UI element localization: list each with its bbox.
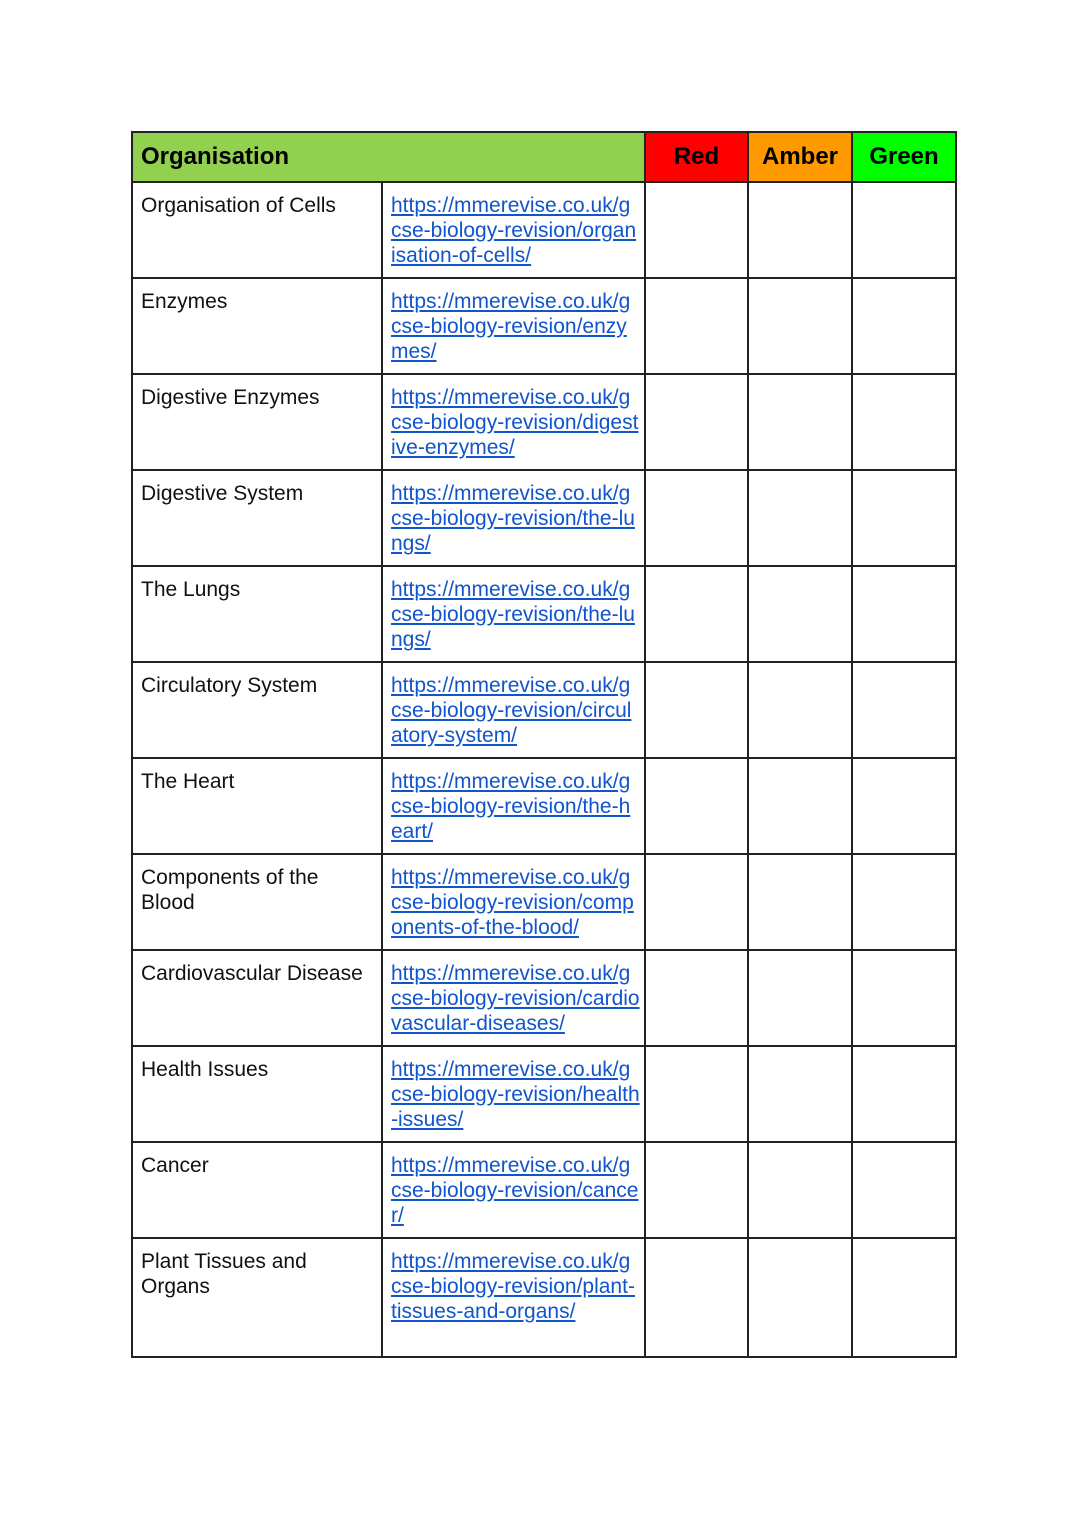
green-cell[interactable]: [852, 374, 956, 470]
green-cell[interactable]: [852, 758, 956, 854]
topic-cell: [132, 470, 382, 566]
red-cell[interactable]: [645, 278, 748, 374]
topic-cell: [132, 182, 382, 278]
table-row: [132, 374, 956, 470]
revision-link[interactable]: https://mmerevise.co.uk/gcse-biology-revision/circulatory-system/: [391, 674, 632, 747]
topic-cell: [132, 1142, 382, 1238]
revision-link[interactable]: https://mmerevise.co.uk/gcse-biology-revision/cardiovascular-diseases/: [391, 962, 640, 1035]
revision-link[interactable]: https://mmerevise.co.uk/gcse-biology-revision/components-of-the-blood/: [391, 866, 634, 939]
green-cell[interactable]: [852, 182, 956, 278]
section-title: Organisation: [132, 132, 645, 182]
table-row: [132, 1046, 956, 1142]
table-row: [132, 470, 956, 566]
topic-cell: [132, 1238, 382, 1357]
revision-link[interactable]: https://mmerevise.co.uk/gcse-biology-revision/organisation-of-cells/: [391, 194, 637, 267]
amber-cell[interactable]: [748, 1238, 852, 1357]
table-row: [132, 1238, 956, 1357]
red-cell[interactable]: [645, 758, 748, 854]
topic-cell: [132, 758, 382, 854]
topic-label: Components of the Blood: [141, 866, 319, 914]
red-cell[interactable]: [645, 854, 748, 950]
red-cell[interactable]: [645, 374, 748, 470]
green-cell[interactable]: [852, 854, 956, 950]
topic-label: Digestive Enzymes: [141, 386, 320, 409]
link-cell: [382, 566, 645, 662]
header-row: [132, 132, 956, 182]
amber-column-header: Amber: [748, 132, 852, 182]
red-cell[interactable]: [645, 182, 748, 278]
topic-label: Digestive System: [141, 482, 304, 505]
table-row: [132, 950, 956, 1046]
topic-cell: [132, 374, 382, 470]
topic-label: Organisation of Cells: [141, 194, 336, 217]
rag-tracker-table: [131, 131, 957, 1358]
link-cell: [382, 758, 645, 854]
red-cell[interactable]: [645, 950, 748, 1046]
green-cell[interactable]: [852, 278, 956, 374]
link-cell: [382, 278, 645, 374]
green-column-header: Green: [852, 132, 956, 182]
topic-cell: [132, 1046, 382, 1142]
green-cell[interactable]: [852, 1046, 956, 1142]
amber-cell[interactable]: [748, 950, 852, 1046]
amber-cell[interactable]: [748, 854, 852, 950]
amber-cell[interactable]: [748, 278, 852, 374]
revision-link[interactable]: https://mmerevise.co.uk/gcse-biology-revision/the-lungs/: [391, 482, 635, 555]
topic-label: The Heart: [141, 770, 235, 793]
revision-link[interactable]: https://mmerevise.co.uk/gcse-biology-revision/digestive-enzymes/: [391, 386, 639, 459]
red-cell[interactable]: [645, 566, 748, 662]
topic-label: The Lungs: [141, 578, 241, 601]
amber-cell[interactable]: [748, 566, 852, 662]
red-cell[interactable]: [645, 1238, 748, 1357]
table-row: [132, 182, 956, 278]
amber-cell[interactable]: [748, 662, 852, 758]
green-cell[interactable]: [852, 950, 956, 1046]
topic-cell: [132, 854, 382, 950]
link-cell: [382, 1238, 645, 1357]
red-cell[interactable]: [645, 662, 748, 758]
link-cell: [382, 182, 645, 278]
amber-cell[interactable]: [748, 374, 852, 470]
table-row: [132, 854, 956, 950]
table-row: [132, 566, 956, 662]
topic-label: Health Issues: [141, 1058, 269, 1081]
link-cell: [382, 854, 645, 950]
red-column-header: Red: [645, 132, 748, 182]
link-cell: [382, 1142, 645, 1238]
topic-label: Cancer: [141, 1154, 209, 1177]
amber-cell[interactable]: [748, 182, 852, 278]
revision-link[interactable]: https://mmerevise.co.uk/gcse-biology-revision/enzymes/: [391, 290, 631, 363]
amber-cell[interactable]: [748, 758, 852, 854]
topic-label: Cardiovascular Disease: [141, 962, 363, 985]
link-cell: [382, 1046, 645, 1142]
table-row: [132, 758, 956, 854]
table-row: [132, 662, 956, 758]
topic-cell: [132, 278, 382, 374]
link-cell: [382, 374, 645, 470]
topic-label: Circulatory System: [141, 674, 318, 697]
amber-cell[interactable]: [748, 1046, 852, 1142]
red-cell[interactable]: [645, 1142, 748, 1238]
green-cell[interactable]: [852, 470, 956, 566]
link-cell: [382, 470, 645, 566]
revision-link[interactable]: https://mmerevise.co.uk/gcse-biology-revision/the-lungs/: [391, 578, 635, 651]
revision-link[interactable]: https://mmerevise.co.uk/gcse-biology-revision/cancer/: [391, 1154, 639, 1227]
topic-cell: [132, 950, 382, 1046]
topic-label: Enzymes: [141, 290, 228, 313]
topic-label: Plant Tissues and Organs: [141, 1250, 307, 1298]
link-cell: [382, 950, 645, 1046]
revision-link[interactable]: https://mmerevise.co.uk/gcse-biology-revision/the-heart/: [391, 770, 631, 843]
link-cell: [382, 662, 645, 758]
amber-cell[interactable]: [748, 1142, 852, 1238]
red-cell[interactable]: [645, 1046, 748, 1142]
revision-link[interactable]: https://mmerevise.co.uk/gcse-biology-revision/plant-tissues-and-organs/: [391, 1250, 635, 1323]
red-cell[interactable]: [645, 470, 748, 566]
topic-cell: [132, 662, 382, 758]
revision-link[interactable]: https://mmerevise.co.uk/gcse-biology-revision/health-issues/: [391, 1058, 640, 1131]
green-cell[interactable]: [852, 662, 956, 758]
amber-cell[interactable]: [748, 470, 852, 566]
table-row: [132, 1142, 956, 1238]
green-cell[interactable]: [852, 1238, 956, 1357]
green-cell[interactable]: [852, 1142, 956, 1238]
topic-cell: [132, 566, 382, 662]
green-cell[interactable]: [852, 566, 956, 662]
table-row: [132, 278, 956, 374]
